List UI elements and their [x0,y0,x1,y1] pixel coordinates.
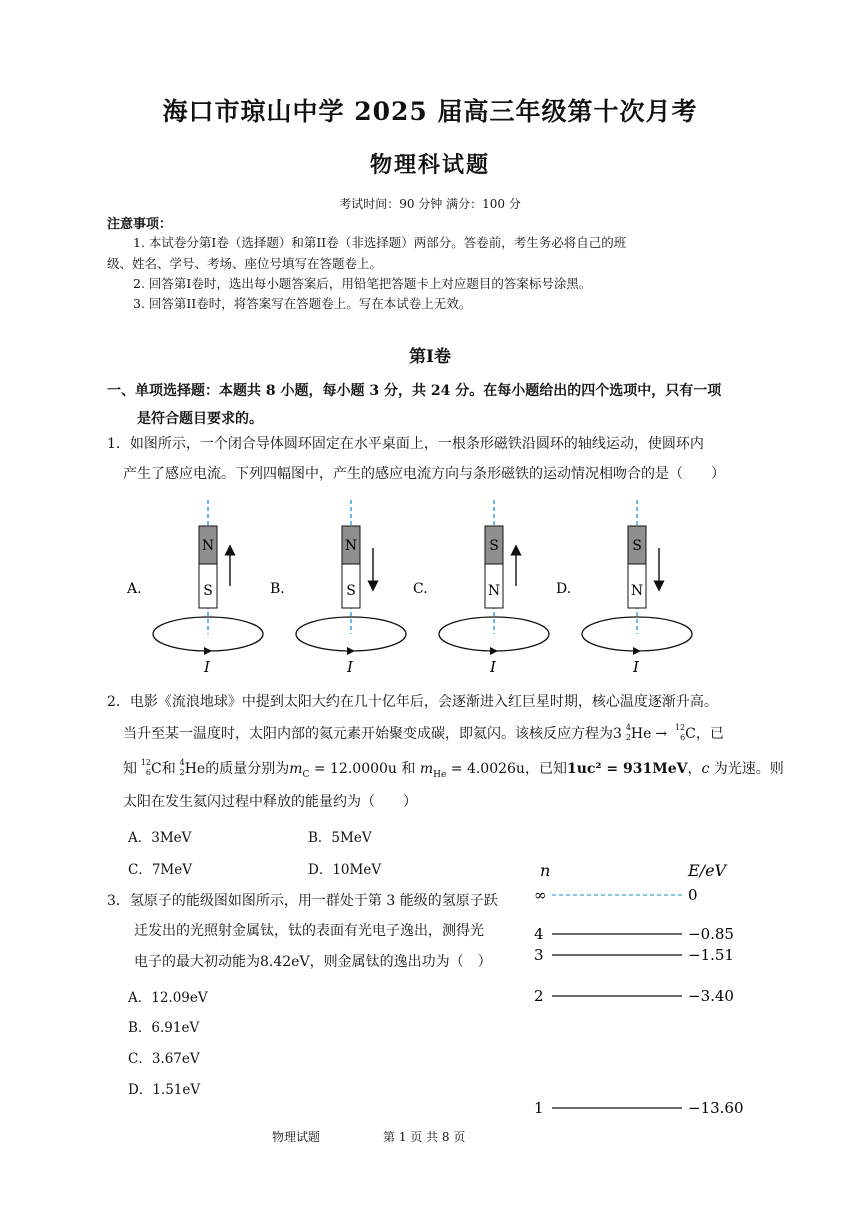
c-isotope: 12 6 [140,758,151,777]
level-energy: −3.40 [688,987,734,1005]
current-label: I [204,658,210,676]
level-energy: 0 [688,886,698,904]
q3-text: 3．氢原子的能级图如图所示，用一群处于第 3 能级的氢原子跃 [107,893,498,909]
option-d[interactable]: D．1.51eV [128,1082,201,1098]
option-a[interactable]: A．12.09eV [128,990,208,1006]
pole-label: S [203,583,213,599]
page-subtitle: 物理科试题 [369,152,490,178]
pole-label: N [487,583,501,599]
q1-figures [100,496,740,676]
current-arrow [490,647,498,655]
energy-level [534,1099,744,1117]
note-item: 2. 回答第Ⅰ卷时，选出每小题答案后，用铅笔把答题卡上对应题目的答案标号涂黑。 [133,276,592,291]
c-speed-symbol: c [701,761,710,777]
figure-d [556,500,692,676]
section-line: 是符合题目要求的。 [137,411,263,427]
c-symbol: C [151,761,162,777]
mass-symbol: m [289,761,303,777]
mass-subscript: C [302,769,310,780]
current-arrow [204,647,212,655]
level-n: 2 [534,987,544,1005]
option-b[interactable]: B．5MeV [308,830,372,846]
q2-text [123,755,784,789]
mass-symbol: m [419,761,434,777]
uc2-equation: 1uc² = 931MeV [566,761,688,777]
level-n: 4 [534,925,544,943]
arrow-symbol: → [655,726,668,742]
e-axis-label: E/eV [688,861,727,880]
option-b[interactable]: B．6.91eV [128,1020,200,1036]
energy-level [534,987,734,1005]
current-label: I [490,658,496,676]
footer-subject: 物理试题 [272,1130,321,1144]
pole-label: S [632,538,642,554]
option-c[interactable]: C．3.67eV [128,1051,200,1067]
figure-b [270,500,406,676]
figure-label: B. [270,581,285,597]
c-symbol: C [685,726,696,742]
section-line: 一、单项选择题：本题共 8 小题，每小题 3 分，共 24 分。在每小题给出的四个选项中，只有一项 [107,383,722,399]
level-n: ∞ [534,886,547,904]
pole-label: N [201,538,215,554]
figure-c [413,500,549,676]
exam-meta: 考试时间：90 分钟 满分：100 分 [339,197,521,211]
q1-text: 1．如图所示，一个闭合导体圆环固定在水平桌面上，一根条形磁铁沿圆环的轴线运动，使圆环内 [107,436,704,452]
n-axis-label: n [540,861,551,880]
he-isotope: 4 2 [625,723,631,742]
option-d[interactable]: D．10MeV [308,862,382,878]
q2-text-part: 和 [396,761,420,777]
energy-level [534,946,734,964]
page-title: 海口市琼山中学 2025 届高三年级第十次月考 [162,97,698,126]
figure-label: C. [413,581,428,597]
he-isotope: 4 2 [179,758,185,777]
notes-heading: 注意事项： [107,217,173,232]
pole-label: S [489,538,499,554]
mass-subscript: He [433,769,447,780]
q2-text: 2．电影《流浪地球》中提到太阳大约在几十亿年后，会逐渐进入红巨星时期，核心温度逐渐升高。 [107,694,718,710]
energy-level-diagram [520,858,760,1120]
q2-text-part: 知 [123,761,137,777]
level-n: 1 [534,1099,544,1117]
level-energy: −13.60 [688,1099,744,1117]
figure-label: A. [127,581,142,597]
current-arrow [633,647,641,655]
q2-text-part: ， [687,761,702,777]
energy-level [534,886,698,904]
option-c[interactable]: C．7MeV [128,862,192,878]
figure-a [126,500,263,676]
q2-text-part: 和 [161,761,176,777]
section-heading [107,377,767,433]
he-symbol: He [184,761,206,777]
volume-heading: 第Ⅰ卷 [409,347,451,367]
mass-value: = 4.0026u [446,761,525,777]
pole-label: N [344,538,358,554]
level-energy: −1.51 [688,946,734,964]
note-item: 级、姓名、学号、考场、座位号填写在答题卷上。 [107,256,383,271]
q3-text: 迁发出的光照射金属钛，钛的表面有光电子逸出，测得光 [134,923,484,939]
level-n: 3 [534,946,544,964]
current-label: I [633,658,639,676]
current-arrow [347,647,355,655]
q2-text [123,720,724,748]
q2-text-part: 的质量分别为 [205,761,290,777]
q1-text: 产生了感应电流。下列四幅图中，产生的感应电流方向与条形磁铁的运动情况相吻合的是（ ） [123,466,725,482]
mass-value: = 12.0000u [309,761,397,777]
q2-text-part: 为光速。则 [709,761,784,777]
q2-text: 太阳在发生氦闪过程中释放的能量约为（ ） [123,794,417,810]
q2-text-part: ，已知 [524,761,567,777]
note-item: 3. 回答第ⅠⅠ卷时，将答案写在答题卷上。写在本试卷上无效。 [133,296,472,311]
level-energy: −0.85 [688,925,734,943]
figure-label: D. [556,581,572,597]
q3-text: 电子的最大初动能为8.42eV，则金属钛的逸出功为（ ） [134,954,492,970]
q2-text-part: ，已 [695,726,724,742]
pole-label: S [346,583,356,599]
pole-label: N [630,583,644,599]
q2-text-part: 当升至某一温度时，太阳内部的氦元素开始聚变成碳，即氦闪。该核反应方程为 [123,726,613,742]
energy-level [534,925,734,943]
c-isotope: 12 6 [674,723,686,742]
eq-coefficient: 3 [613,726,622,742]
note-item: 1. 本试卷分第Ⅰ卷（选择题）和第ⅠⅠ卷（非选择题）两部分。答卷前，考生务必将自己的班 [133,235,627,250]
page-number: 第 1 页 共 8 页 [383,1130,466,1144]
he-symbol: He [630,726,652,742]
option-a[interactable]: A．3MeV [128,830,192,846]
current-label: I [347,658,353,676]
